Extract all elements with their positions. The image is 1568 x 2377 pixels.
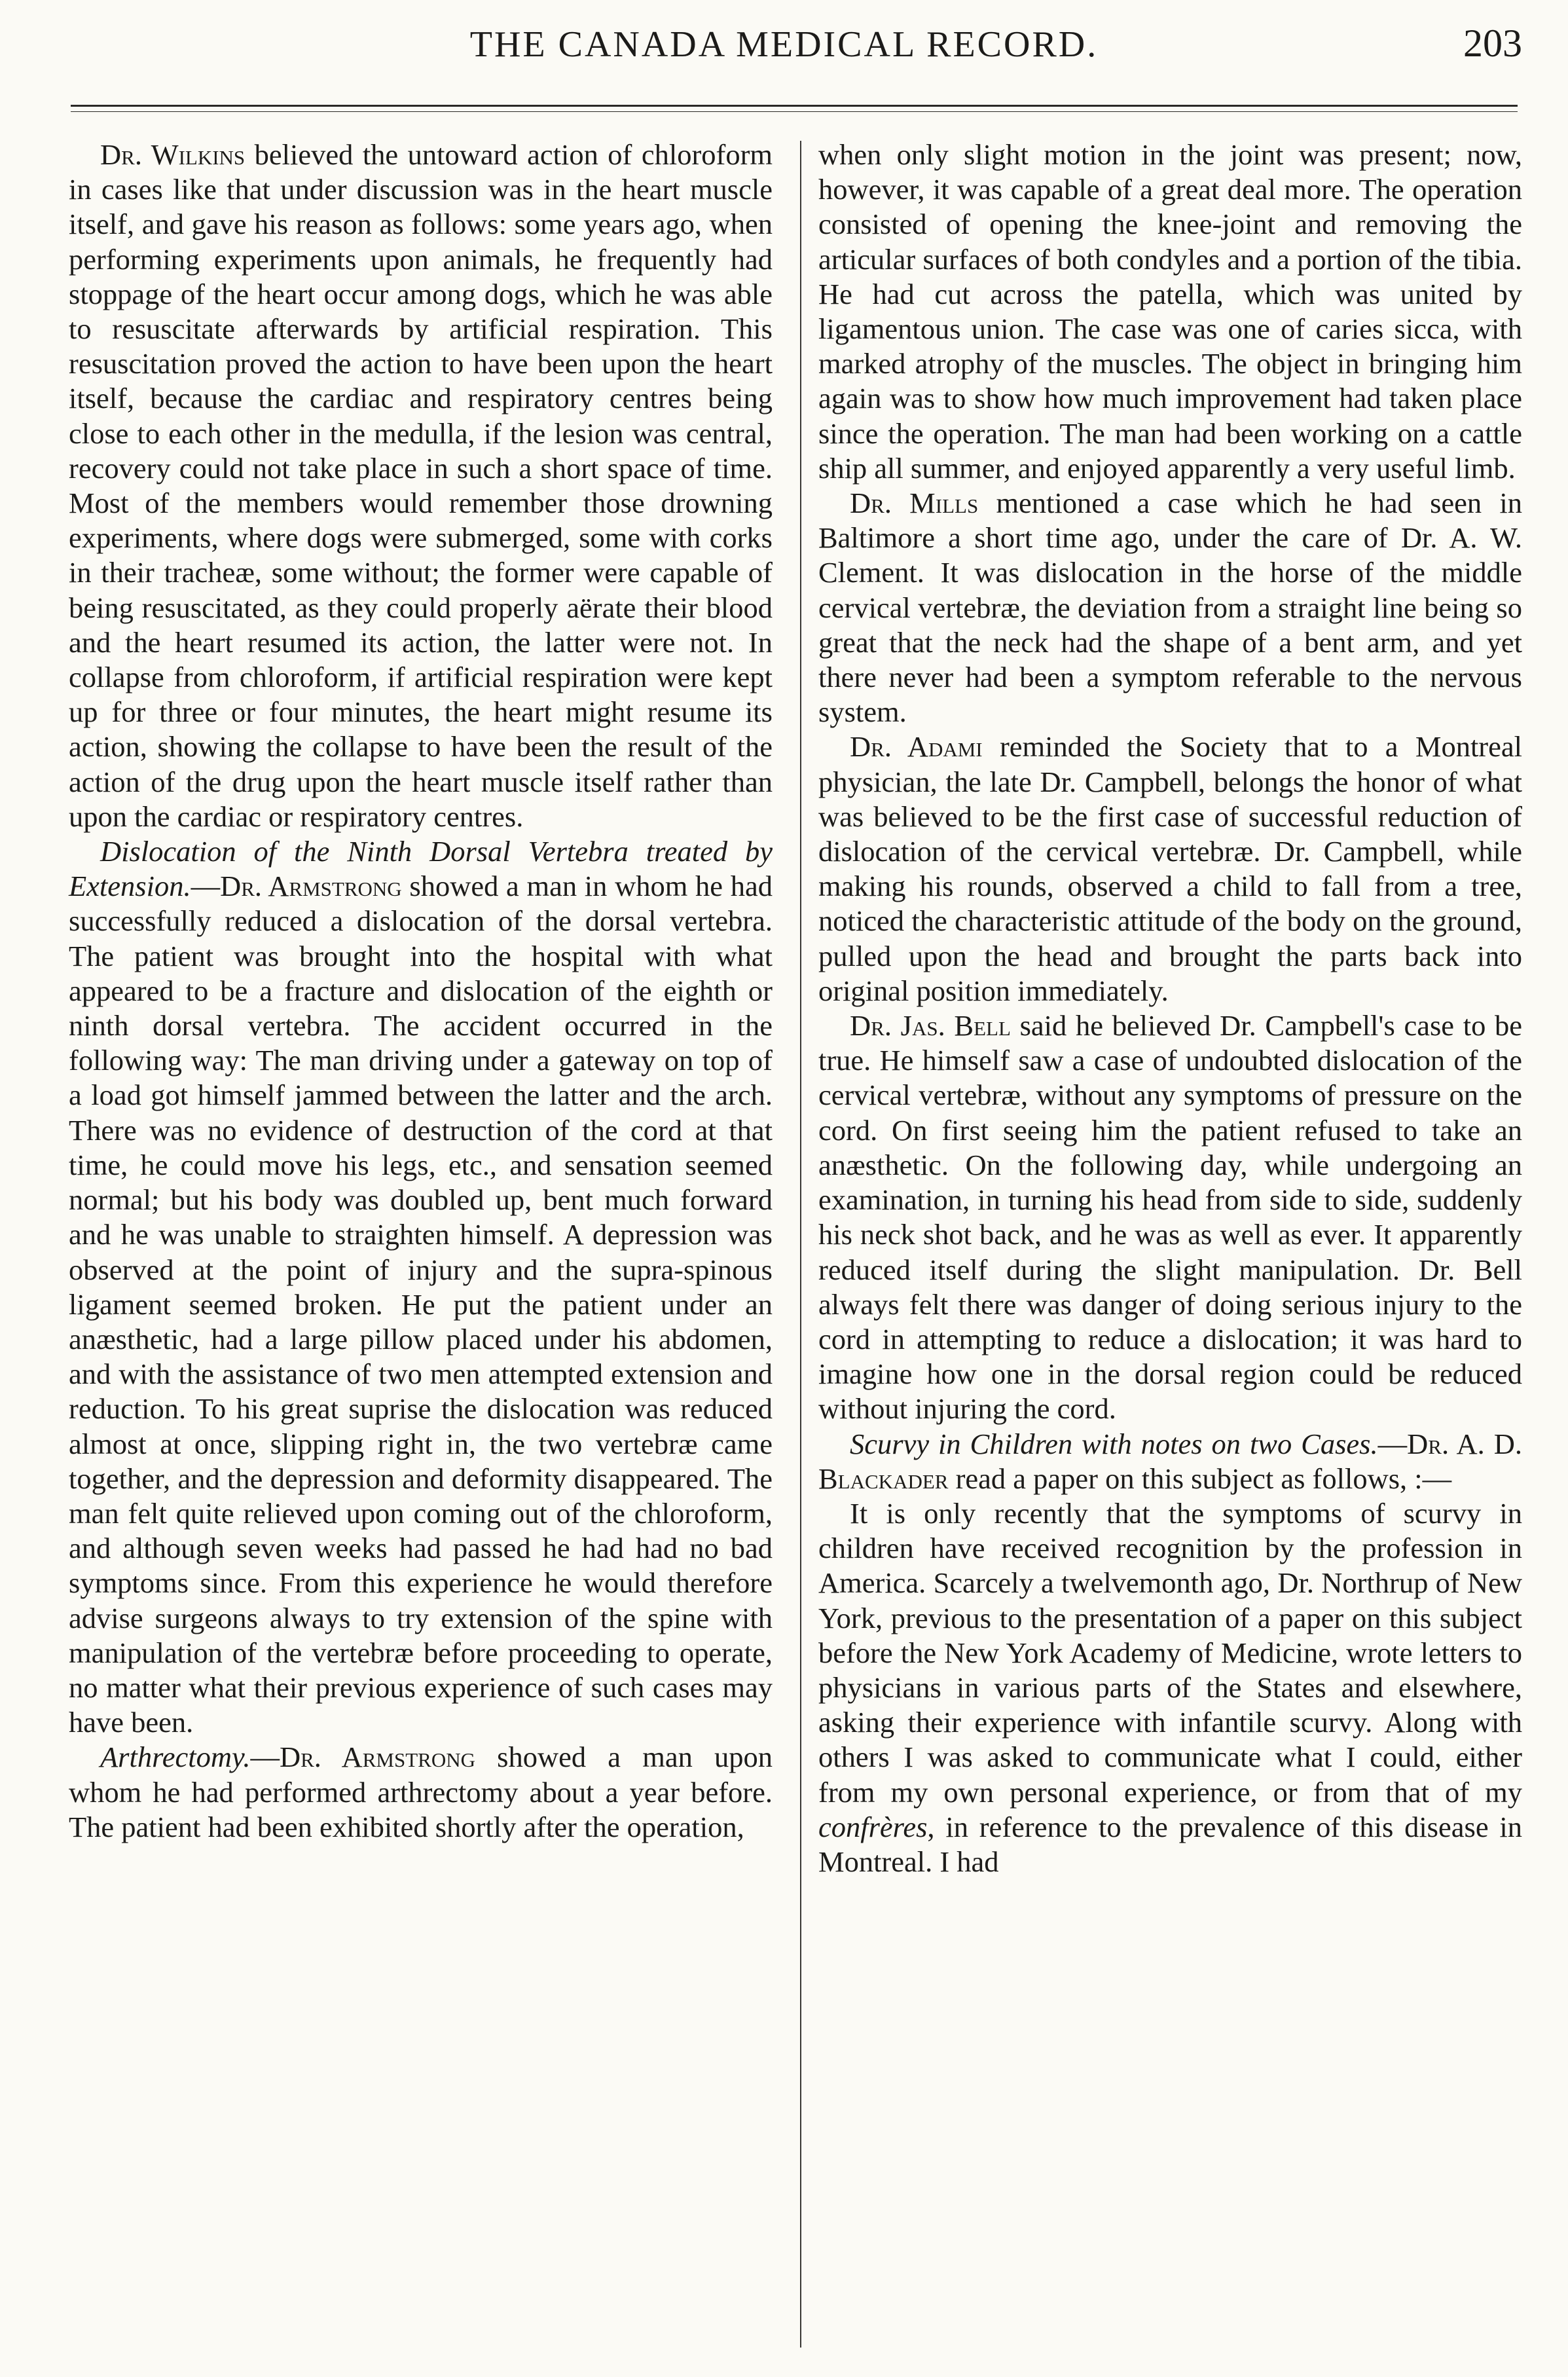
paragraph-text: showed a man upon whom he had performed arthrectomy about a year before. The patient had been exhibited shortly after the operation, [69,1741,773,1843]
paragraph-text: reminded the Society that to a Montreal physician, the late Dr. Campbell, belongs the honor of what was believed to be the first case of successful reduction of dislocation of the cervical vertebræ. Dr. Campbell, while making his rounds, observed a child to fall from a tree, noticed the characteristic attitude of the body on the ground, pulled upon the head and brought the parts back into original position immediately. [818,730,1522,1007]
section-heading: Dislocation of the Ninth Dorsal Vertebra treated by Extension. [69,835,773,903]
header-rule-thin [71,111,1518,112]
left-column [69,138,773,1845]
paragraph-scurvy-body [818,1496,1522,1879]
speaker-name: Dr. A. D. Blackader [818,1427,1522,1495]
column-divider [800,141,801,2348]
paragraph-bell [818,1008,1522,1426]
heading-dash: — [1377,1427,1408,1460]
speaker-name: Dr. Jas. Bell [850,1009,1011,1042]
section-heading: Scurvy in Children with notes on two Cases. [850,1427,1378,1460]
paragraph-text: when only slight motion in the joint was present; now, however, it was capable of a great deal more. The operation consisted of opening the knee-joint and removing the articular surfaces of both condyles and a portion of the tibia. He had cut across the patella, which was united by ligamentous union. The case was one of caries sicca, with marked atrophy of the muscles. The object in bringing him again was to show how much improvement had taken place since the operation. The man had been working on a cattle ship all summer, and enjoyed apparently a very useful limb. [818,138,1522,485]
paragraph-wilkins [69,138,773,834]
speaker-name: Dr. Mills [850,487,979,520]
speaker-name: Dr. Adami [850,730,983,764]
paragraph-text: mentioned a case which he had seen in Baltimore a short time ago, under the care of Dr. A. W. Clement. It was dislocation in the horse of the middle cervical vertebræ, the deviation from a straight line being so great that the neck had the shape of a bent arm, and yet there never had been a symptom referable to the nervous system. [818,487,1522,729]
paragraph-text: showed a man in whom he had successfully reduced a dislocation of the dorsal vertebra. The patient was brought into the hospital with what appeared to be a fracture and dislocation of the eighth or ninth dorsal vertebra. The accident occurred in the following way: The man driving under a gateway on top of a load got himself jammed between the latter and the arch. There was no evidence of destruction of the cord at that time, he could move his legs, etc., and sensation seemed normal; but his body was doubled up, bent much forward and he was unable to straighten himself. A depression was observed at the point of injury and the supra-spinous ligament seemed broken. He put the patient under an anæsthetic, had a large pillow placed under his abdomen, and with the assistance of two men attempted extension and reduction. To his great suprise the dislocation was reduced almost at once, slipping right in, the two vertebræ came together, and the depression and deformity disappeared. The man felt quite relieved upon coming out of the chloroform, and although seven weeks had passed he had had no bad symptoms since. From this experience he would therefore advise surgeons always to try extension of the spine with manipulation of the vertebræ before proceeding to operate, no matter what their previous experience of such cases may have been. [69,870,773,1739]
paragraph-text: It is only recently that the symptoms of scurvy in children have received recognition by the profession in America. Scarcely a twelvemonth ago, Dr. Northrup of New York, previous to the presentation of a paper on this subject before the New York Academy of Medicine, wrote letters to physicians in various parts of the States and elsewhere, asking their experience with infantile scurvy. Along with others I was asked to communicate what I could, either from my own personal experience, or from that of my [818,1496,1522,1809]
section-heading: Arthrectomy. [100,1741,251,1774]
running-head [0,18,1568,90]
speaker-name: —Dr. Armstrong [250,1741,475,1774]
italic-word: confrères [818,1810,928,1843]
paragraph-text-tail: , in reference to the prevalence of this disease in Montreal. I had [818,1810,1522,1878]
paragraph-text: read a paper on this subject as follows, :— [955,1462,1452,1495]
journal-title: THE CANADA MEDICAL RECORD. [469,24,1099,65]
right-column [818,138,1522,1879]
paragraph-scurvy [818,1427,1522,1496]
paragraph-text: believed the untoward action of chloroform in cases like that under discussion was in the heart muscle itself, and gave his reason as follows: some years ago, when performing experiments upon animals, he frequently had stoppage of the heart occur among dogs, which he was able to resuscitate afterwards by artificial respiration. This resuscitation proved the action to have been upon the heart itself, because the cardiac and respiratory centres being close to each other in the medulla, if the lesion was central, recovery could not take place in such a short space of time. Most of the members would remember those drowning experiments, where dogs were submerged, some with corks in their tracheæ, some without; the former were capable of being resuscitated, as they could properly aërate their blood and the heart resumed its action, the latter were not. In collapse from chloroform, if artificial respiration were kept up for three or four minutes, the heart might resume its action, showing the collapse to have been the result of the action of the drug upon the heart muscle itself rather than upon the cardiac or respiratory centres. [69,138,773,833]
page-number: 203 [1463,22,1522,65]
paragraph-text: said he believed Dr. Campbell's case to be true. He himself saw a case of undoubted dislocation of the cervical vertebræ, without any symptoms of pressure on the cord. On first seeing him the patient refused to take an anæsthetic. On the following day, while undergoing an examination, in turning his head from side to side, suddenly his neck shot back, and he was as well as ever. It apparently reduced itself during the slight manipulation. Dr. Bell always felt there was danger of doing serious injury to the cord in attempting to reduce a dislocation; it was hard to imagine how one in the dorsal region could be reduced without injuring the cord. [818,1009,1523,1426]
paragraph-mills [818,486,1522,729]
paragraph-adami [818,729,1522,1008]
speaker-name: —Dr. Armstrong [191,870,402,903]
paragraph-dislocation [69,834,773,1740]
paragraph-arthrectomy [69,1740,773,1845]
header-rule [71,105,1518,107]
paragraph-arthrectomy-cont [818,138,1522,486]
speaker-name: Dr. Wilkins [100,138,246,171]
